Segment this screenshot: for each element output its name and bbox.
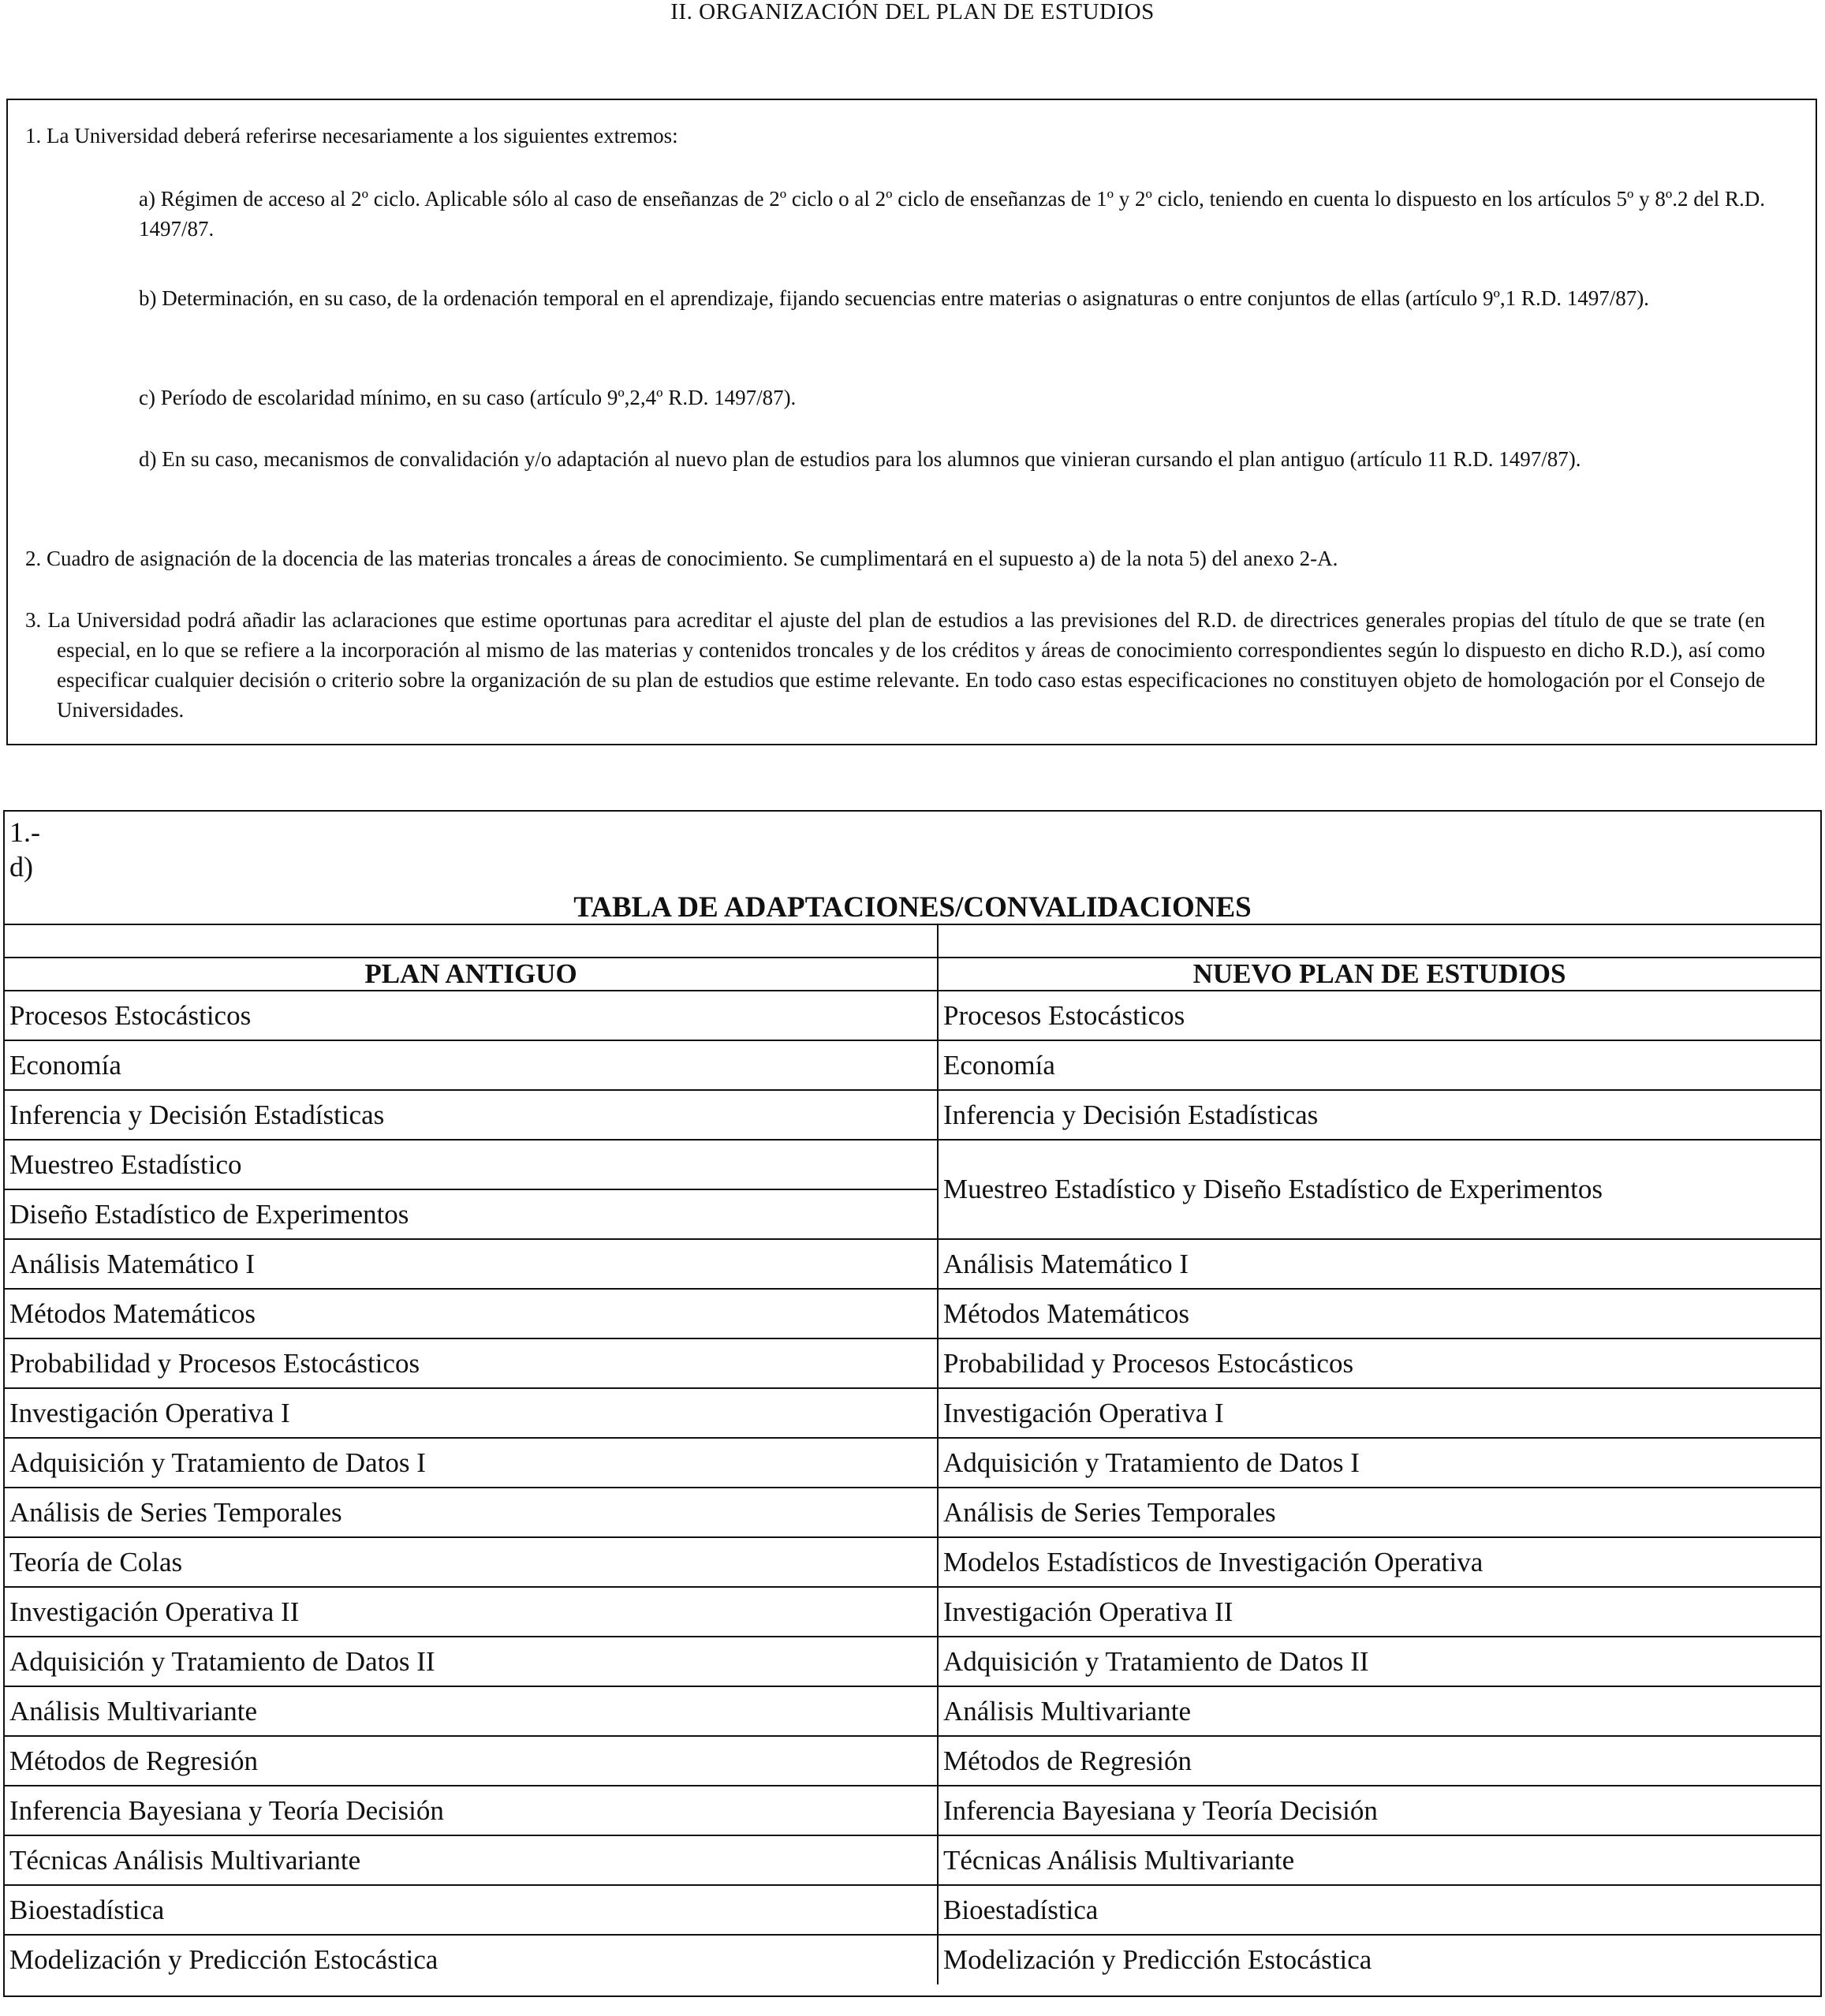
instruction-item-1c: c) Período de escolaridad mínimo, en su caso (artículo 9º,2,4º R.D. 1497/87). (139, 386, 797, 409)
table-row (5, 1587, 1820, 1637)
old-plan-cell: Economía (5, 1040, 938, 1090)
new-plan-cell: Métodos Matemáticos (938, 1289, 1820, 1338)
new-plan-cell: Modelos Estadísticos de Investigación Operativa (938, 1537, 1820, 1587)
page-title: II. ORGANIZACIÓN DEL PLAN DE ESTUDIOS (670, 0, 1155, 24)
column-header-new-plan: NUEVO PLAN DE ESTUDIOS (938, 958, 1820, 991)
old-plan-cell: Probabilidad y Procesos Estocásticos (5, 1338, 938, 1388)
instruction-item-2: 2. Cuadro de asignación de la docencia de las materias troncales a áreas de conocimiento. Se cumplimentará en el supuesto a) de la nota 5) del anexo 2-A. (25, 547, 1338, 570)
new-plan-cell: Análisis Multivariante (938, 1686, 1820, 1736)
table-row (5, 1289, 1820, 1338)
table-row (5, 1885, 1820, 1935)
new-plan-cell: Bioestadística (938, 1885, 1820, 1935)
old-plan-cell: Métodos Matemáticos (5, 1289, 938, 1338)
new-plan-cell: Inferencia Bayesiana y Teoría Decisión (938, 1786, 1820, 1835)
table-row (5, 1736, 1820, 1786)
old-plan-cell: Inferencia Bayesiana y Teoría Decisión (5, 1786, 938, 1835)
instruction-item-1b: b) Determinación, en su caso, de la ordenación temporal en el aprendizaje, fijando secuencias entre materias o asignaturas o entre conjuntos de ellas (artículo 9º,1 R.D. 1497/87). (139, 286, 1649, 310)
table-row (5, 1239, 1820, 1289)
new-plan-cell: Inferencia y Decisión Estadísticas (938, 1090, 1820, 1140)
new-plan-cell: Adquisición y Tratamiento de Datos II (938, 1637, 1820, 1686)
new-plan-cell: Economía (938, 1040, 1820, 1090)
old-plan-cell: Modelización y Predicción Estocástica (5, 1935, 938, 1984)
table-row (5, 1786, 1820, 1835)
table-cell (5, 924, 938, 958)
new-plan-cell: Investigación Operativa I (938, 1388, 1820, 1438)
new-plan-cell: Análisis Matemático I (938, 1239, 1820, 1289)
old-plan-cell: Bioestadística (5, 1885, 938, 1935)
table-row (5, 1140, 1820, 1189)
new-plan-cell: Probabilidad y Procesos Estocásticos (938, 1338, 1820, 1388)
old-plan-cell: Métodos de Regresión (5, 1736, 938, 1786)
table-header-row (5, 958, 1820, 991)
old-plan-cell: Muestreo Estadístico (5, 1140, 938, 1189)
table-spacer-row (5, 924, 1820, 958)
new-plan-cell: Modelización y Predicción Estocástica (938, 1935, 1820, 1984)
old-plan-cell: Investigación Operativa II (5, 1587, 938, 1637)
new-plan-cell: Procesos Estocásticos (938, 991, 1820, 1040)
table-row (5, 1637, 1820, 1686)
new-plan-cell: Muestreo Estadístico y Diseño Estadístico de Experimentos (938, 1140, 1820, 1239)
old-plan-cell: Teoría de Colas (5, 1537, 938, 1587)
instructions-box (6, 99, 1817, 745)
column-header-old-plan: PLAN ANTIGUO (5, 958, 938, 991)
old-plan-cell: Inferencia y Decisión Estadísticas (5, 1090, 938, 1140)
adaptations-table (5, 924, 1820, 1984)
adaptations-table-box (3, 810, 1822, 1997)
table-title: TABLA DE ADAPTACIONES/CONVALIDACIONES (573, 891, 1252, 924)
old-plan-cell: Análisis Matemático I (5, 1239, 938, 1289)
table-row (5, 1338, 1820, 1388)
section-ref-letter: d) (9, 851, 33, 883)
table-row (5, 1388, 1820, 1438)
table-cell (938, 924, 1820, 958)
new-plan-cell: Adquisición y Tratamiento de Datos I (938, 1438, 1820, 1488)
table-row (5, 1090, 1820, 1140)
new-plan-cell: Análisis de Series Temporales (938, 1488, 1820, 1537)
table-row (5, 1537, 1820, 1587)
table-row (5, 991, 1820, 1040)
instruction-item-1d: d) En su caso, mecanismos de convalidación y/o adaptación al nuevo plan de estudios para los alumnos que vinieran cursando el plan antiguo (artículo 11 R.D. 1497/87). (139, 447, 1581, 471)
old-plan-cell: Adquisición y Tratamiento de Datos I (5, 1438, 938, 1488)
section-ref-number: 1.- (9, 816, 40, 848)
new-plan-cell: Investigación Operativa II (938, 1587, 1820, 1637)
table-row (5, 1835, 1820, 1885)
instruction-item-3: 3. La Universidad podrá añadir las aclaraciones que estime oportunas para acreditar el ajuste del plan de estudios a las previsiones del R.D. de directrices generales propias del título de que se trate (en especial, en lo que se refiere a la incorporación al mismo de las materias y contenidos troncales y de los créditos y áreas de conocimiento correspondientes según lo dispuesto en dicho R.D.), así como especificar cualquier decisión o criterio sobre la organización de su plan de estudios que estime relevante. En todo caso estas especificaciones no constituyen objeto de homologación por el Consejo de Universidades. (25, 608, 1765, 722)
table-row (5, 1488, 1820, 1537)
table-row (5, 1040, 1820, 1090)
instruction-item-1a: a) Régimen de acceso al 2º ciclo. Aplicable sólo al caso de enseñanzas de 2º ciclo o al 2º ciclo de enseñanzas de 1º y 2º ciclo, teniendo en cuenta lo dispuesto en los artículos 5º y 8º.2 del R.D. 1497/87. (139, 187, 1765, 241)
old-plan-cell: Análisis Multivariante (5, 1686, 938, 1736)
old-plan-cell: Técnicas Análisis Multivariante (5, 1835, 938, 1885)
new-plan-cell: Métodos de Regresión (938, 1736, 1820, 1786)
table-row (5, 1935, 1820, 1984)
table-row (5, 1438, 1820, 1488)
old-plan-cell: Adquisición y Tratamiento de Datos II (5, 1637, 938, 1686)
instruction-item-1: 1. La Universidad deberá referirse necesariamente a los siguientes extremos: (25, 124, 678, 147)
table-row (5, 1686, 1820, 1736)
old-plan-cell: Investigación Operativa I (5, 1388, 938, 1438)
old-plan-cell: Procesos Estocásticos (5, 991, 938, 1040)
new-plan-cell: Técnicas Análisis Multivariante (938, 1835, 1820, 1885)
old-plan-cell: Análisis de Series Temporales (5, 1488, 938, 1537)
old-plan-cell: Diseño Estadístico de Experimentos (5, 1189, 938, 1239)
